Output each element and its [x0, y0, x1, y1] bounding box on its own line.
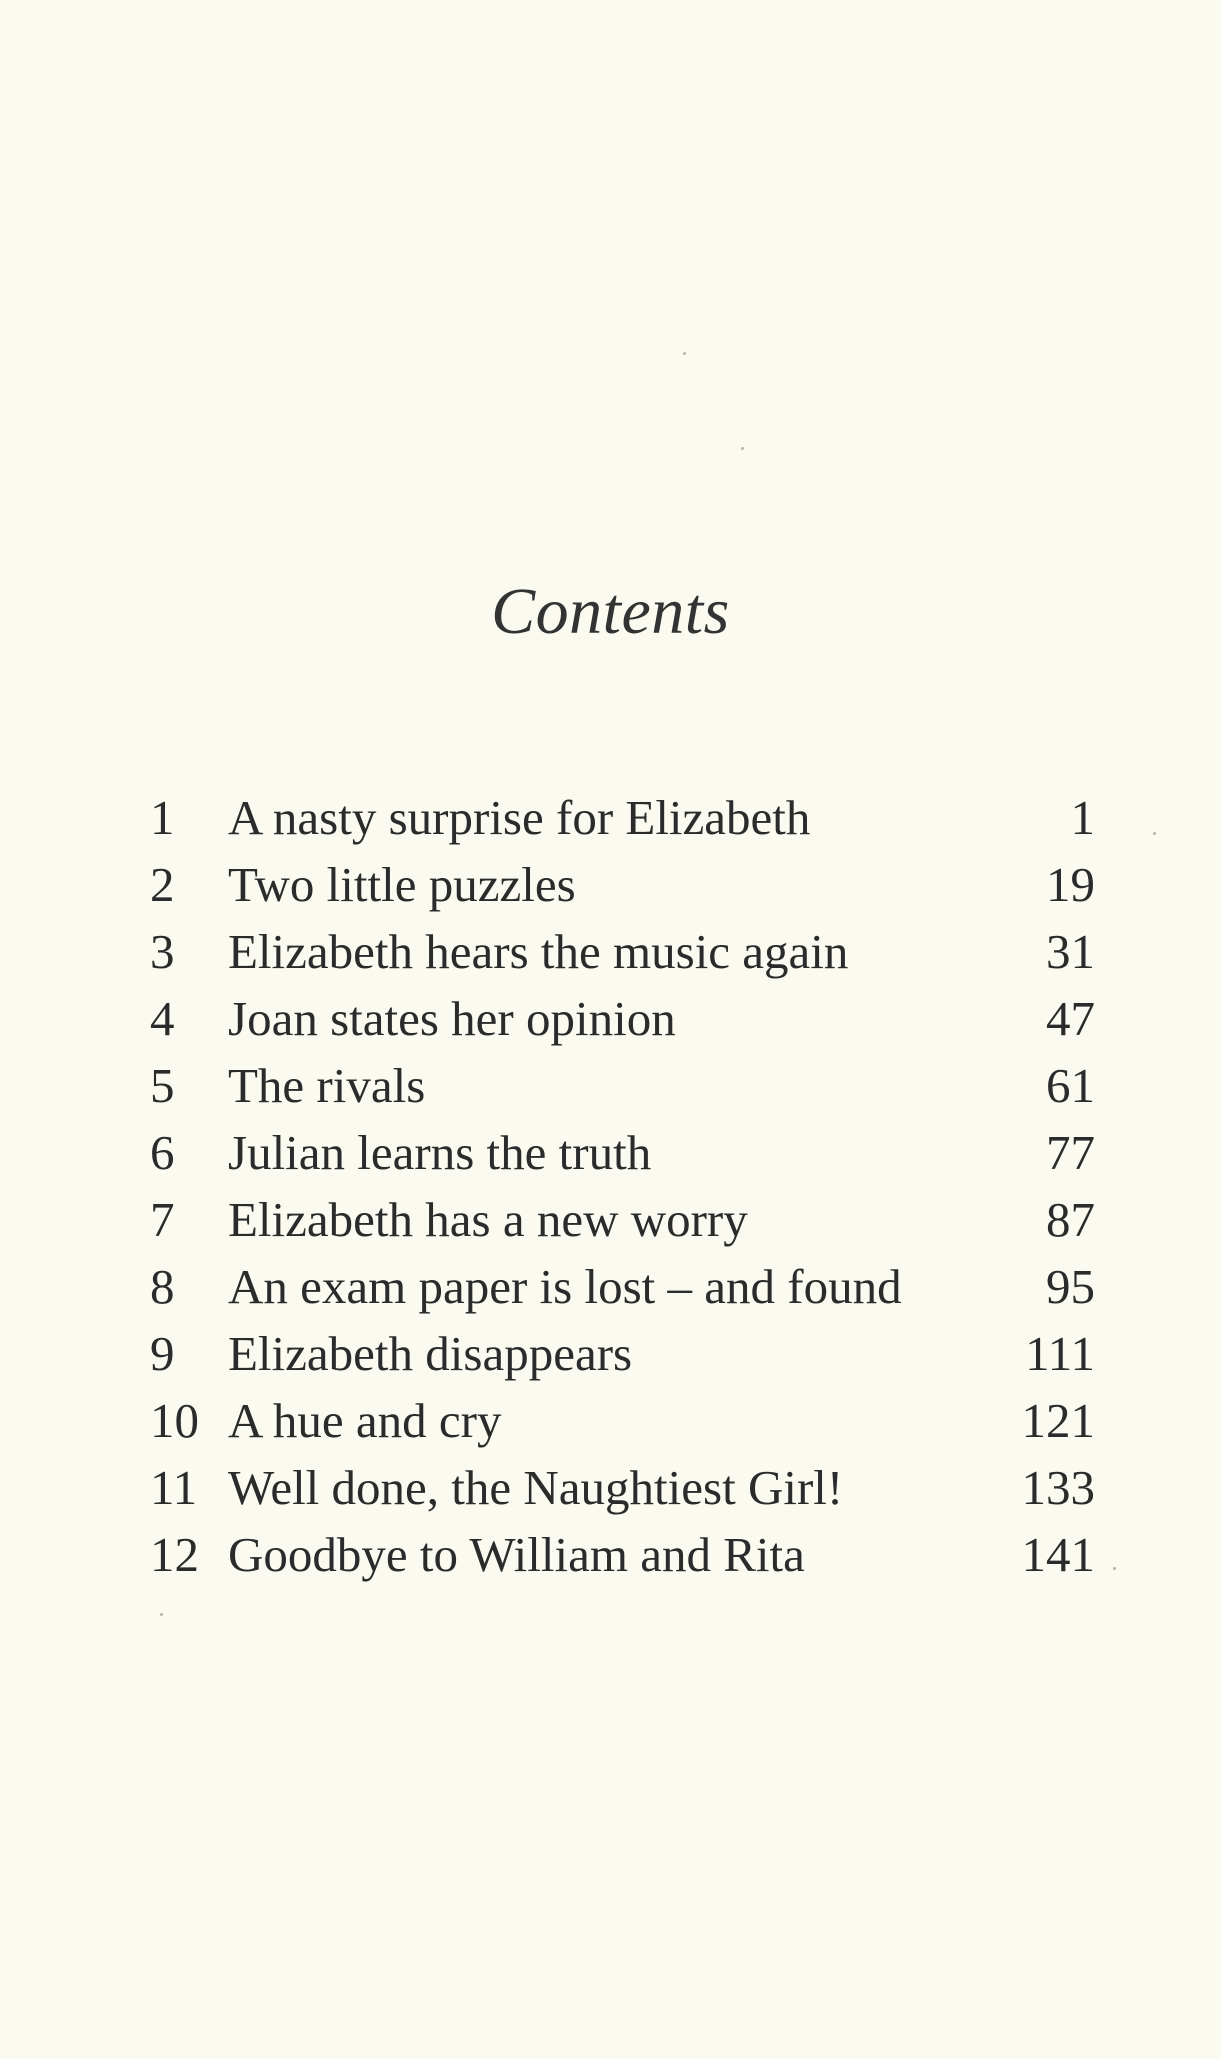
toc-entry [150, 985, 1095, 1052]
chapter-title: Goodbye to William and Rita [228, 1527, 805, 1582]
toc-entry [150, 1186, 1095, 1253]
chapter-number: 11 [150, 1460, 198, 1515]
chapter-title: Elizabeth hears the music again [228, 924, 849, 979]
toc-entry [150, 851, 1095, 918]
chapter-number: 2 [150, 857, 175, 912]
chapter-title: A nasty surprise for Elizabeth [228, 790, 811, 845]
toc-entry [150, 1052, 1095, 1119]
page-number: 121 [1021, 1393, 1095, 1448]
paper-speck [683, 352, 686, 355]
chapter-number: 10 [150, 1393, 199, 1448]
page-number: 61 [1046, 1058, 1095, 1113]
chapter-number: 7 [150, 1192, 175, 1247]
chapter-number: 5 [150, 1058, 175, 1113]
chapter-title: Elizabeth has a new worry [228, 1192, 748, 1247]
toc-entry [150, 1320, 1095, 1387]
chapter-title: Two little puzzles [228, 857, 576, 912]
page-number: 31 [1046, 924, 1095, 979]
chapter-title: Well done, the Naughtiest Girl! [228, 1460, 844, 1515]
toc-entry [150, 1119, 1095, 1186]
chapter-number: 3 [150, 924, 175, 979]
chapter-title: An exam paper is lost – and found [228, 1259, 902, 1314]
page-number: 111 [1025, 1326, 1095, 1381]
paper-speck [741, 447, 744, 450]
chapter-title: Elizabeth disappears [228, 1326, 633, 1381]
chapter-number: 9 [150, 1326, 175, 1381]
page-number: 77 [1046, 1125, 1095, 1180]
page-number: 19 [1046, 857, 1095, 912]
paper-speck [1153, 832, 1156, 835]
chapter-number: 8 [150, 1259, 175, 1314]
chapter-title: The rivals [228, 1058, 426, 1113]
page-number: 47 [1046, 991, 1095, 1046]
toc-entry [150, 1521, 1095, 1588]
page-number: 133 [1021, 1460, 1095, 1515]
page-title: Contents [491, 575, 730, 648]
toc-entry [150, 1253, 1095, 1320]
chapter-title: Julian learns the truth [228, 1125, 652, 1180]
chapter-title: Joan states her opinion [228, 991, 676, 1046]
chapter-title: A hue and cry [228, 1393, 502, 1448]
toc-entry [150, 918, 1095, 985]
chapter-number: 6 [150, 1125, 175, 1180]
page-number: 1 [1070, 790, 1095, 845]
table-of-contents [150, 784, 1095, 1588]
paper-speck [160, 1613, 163, 1616]
page-number: 87 [1046, 1192, 1095, 1247]
page-number: 141 [1021, 1527, 1095, 1582]
toc-entry [150, 1454, 1095, 1521]
chapter-number: 12 [150, 1527, 199, 1582]
chapter-number: 4 [150, 991, 175, 1046]
page-number: 95 [1046, 1259, 1095, 1314]
toc-entry [150, 1387, 1095, 1454]
toc-entry [150, 784, 1095, 851]
paper-speck [1113, 1567, 1116, 1570]
chapter-number: 1 [150, 790, 175, 845]
